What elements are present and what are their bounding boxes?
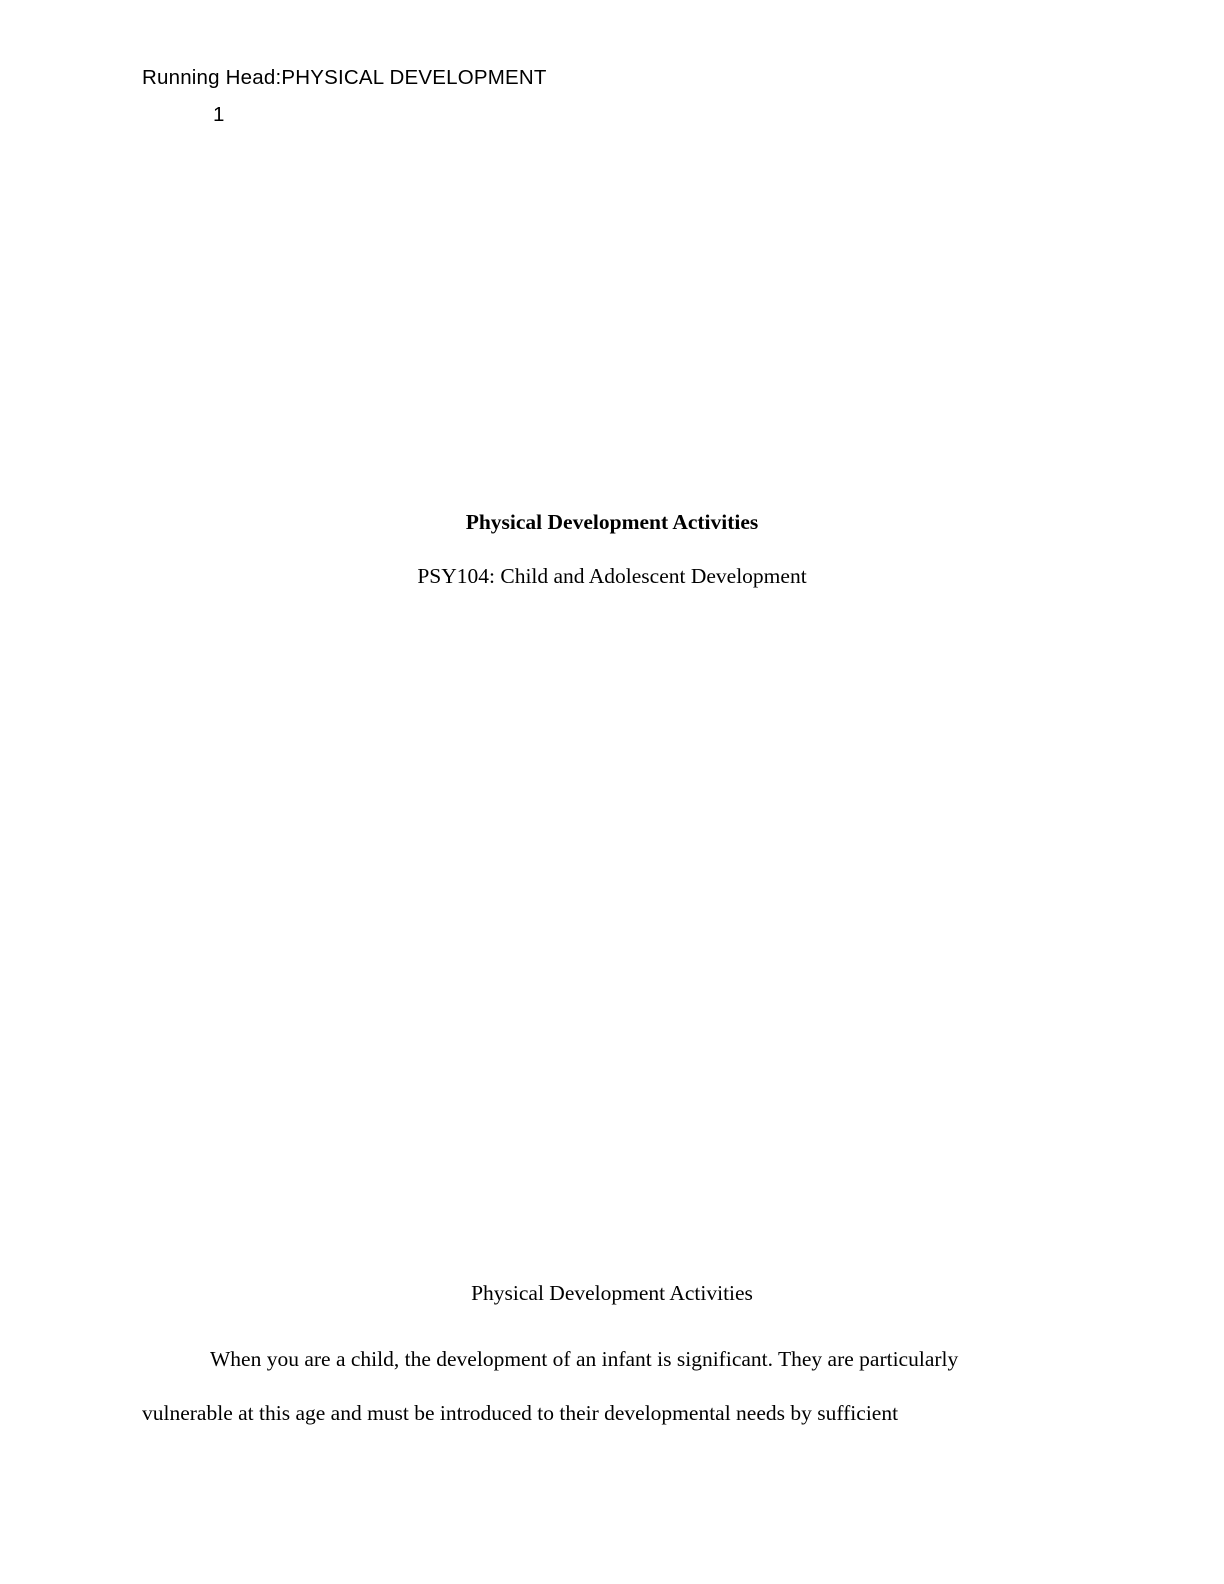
document-subtitle: PSY104: Child and Adolescent Development xyxy=(417,563,807,588)
body-heading: Physical Development Activities xyxy=(471,1281,753,1305)
paragraph-line-2: vulnerable at this age and must be introduced to their developmental needs by sufficient xyxy=(142,1400,899,1425)
running-head: Running Head:PHYSICAL DEVELOPMENT xyxy=(142,66,547,89)
paragraph-line-1: When you are a child, the development of an infant is significant. They are particularly xyxy=(210,1346,959,1371)
title-block xyxy=(0,512,1224,589)
body-paragraph xyxy=(142,1332,1082,1440)
document-title: Physical Development Activities xyxy=(465,510,759,534)
body-section xyxy=(142,1283,1082,1440)
page-number: 1 xyxy=(213,103,225,126)
